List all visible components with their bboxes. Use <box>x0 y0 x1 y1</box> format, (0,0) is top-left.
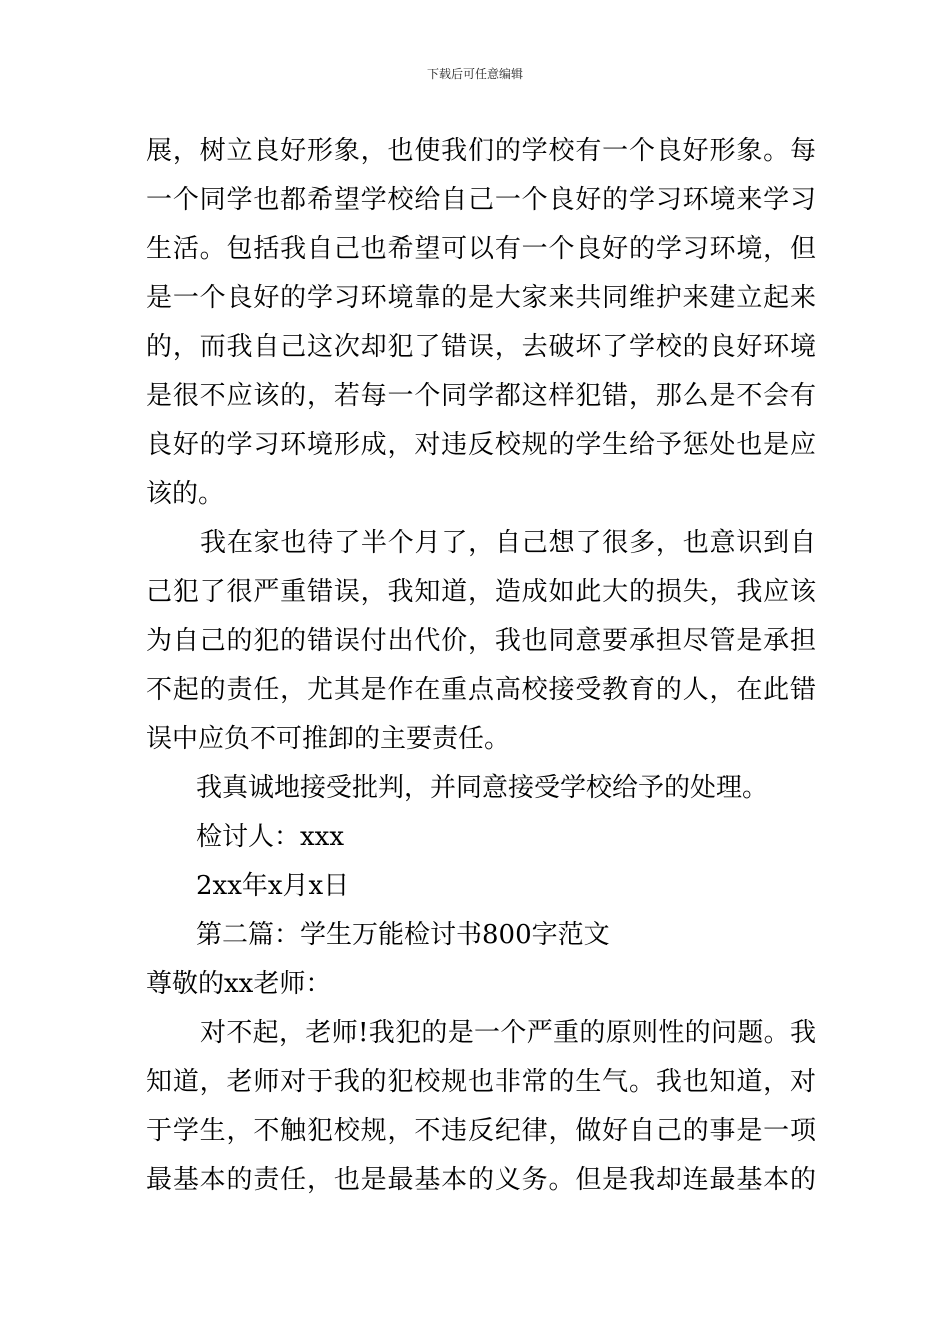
paragraph-1-line: 一个同学也都希望学校给自己一个良好的学习环境来学习 <box>146 185 816 215</box>
paragraph-1 <box>146 127 816 519</box>
paragraph-1-line: 的，而我自己这次却犯了错误，去破坏了学校的良好环境 <box>146 332 816 362</box>
paragraph-4-line: 对不起，老师!我犯的是一个严重的原则性的问题。我 <box>200 1018 816 1048</box>
paragraph-1-line: 是很不应该的，若每一个同学都这样犯错，那么是不会有 <box>146 381 816 411</box>
paragraph-4 <box>146 1009 816 1205</box>
paragraph-2 <box>146 519 816 764</box>
paragraph-2-line: 己犯了很严重错误，我知道，造成如此大的损失，我应该 <box>146 577 816 607</box>
document-body <box>146 127 816 1205</box>
paragraph-4-line: 于学生，不触犯校规，不违反纪律，做好自己的事是一项 <box>146 1116 816 1146</box>
section-title: 第二篇：学生万能检讨书800字范文 <box>196 920 610 950</box>
paragraph-1-line: 展，树立良好形象，也使我们的学校有一个良好形象。每 <box>146 136 816 166</box>
paragraph-2-line: 不起的责任，尤其是作在重点高校接受教育的人，在此错 <box>146 675 816 705</box>
paragraph-4-line: 最基本的责任，也是最基本的义务。但是我却连最基本的 <box>146 1165 816 1195</box>
paragraph-2-line: 为自己的犯的错误付出代价，我也同意要承担尽管是承担 <box>146 626 816 656</box>
date: 2xx年x月x日 <box>196 871 350 901</box>
paragraph-2-line: 我在家也待了半个月了，自己想了很多，也意识到自 <box>200 528 816 558</box>
paragraph-1-line: 良好的学习环境形成，对违反校规的学生给予惩处也是应 <box>146 430 816 460</box>
signer: 检讨人：xxx <box>196 822 344 852</box>
paragraph-1-line: 该的。 <box>146 479 225 509</box>
paragraph-1-line: 生活。包括我自己也希望可以有一个良好的学习环境，但 <box>146 234 816 264</box>
paragraph-4-line: 知道，老师对于我的犯校规也非常的生气。我也知道，对 <box>146 1067 816 1097</box>
paragraph-1-line: 是一个良好的学习环境靠的是大家来共同维护来建立起来 <box>146 283 816 313</box>
paragraph-3: 我真诚地接受批判，并同意接受学校给予的处理。 <box>196 773 769 803</box>
page-header-note: 下载后可任意编辑 <box>426 67 523 81</box>
salutation: 尊敬的xx老师： <box>146 969 332 999</box>
paragraph-2-line: 误中应负不可推卸的主要责任。 <box>146 724 511 754</box>
